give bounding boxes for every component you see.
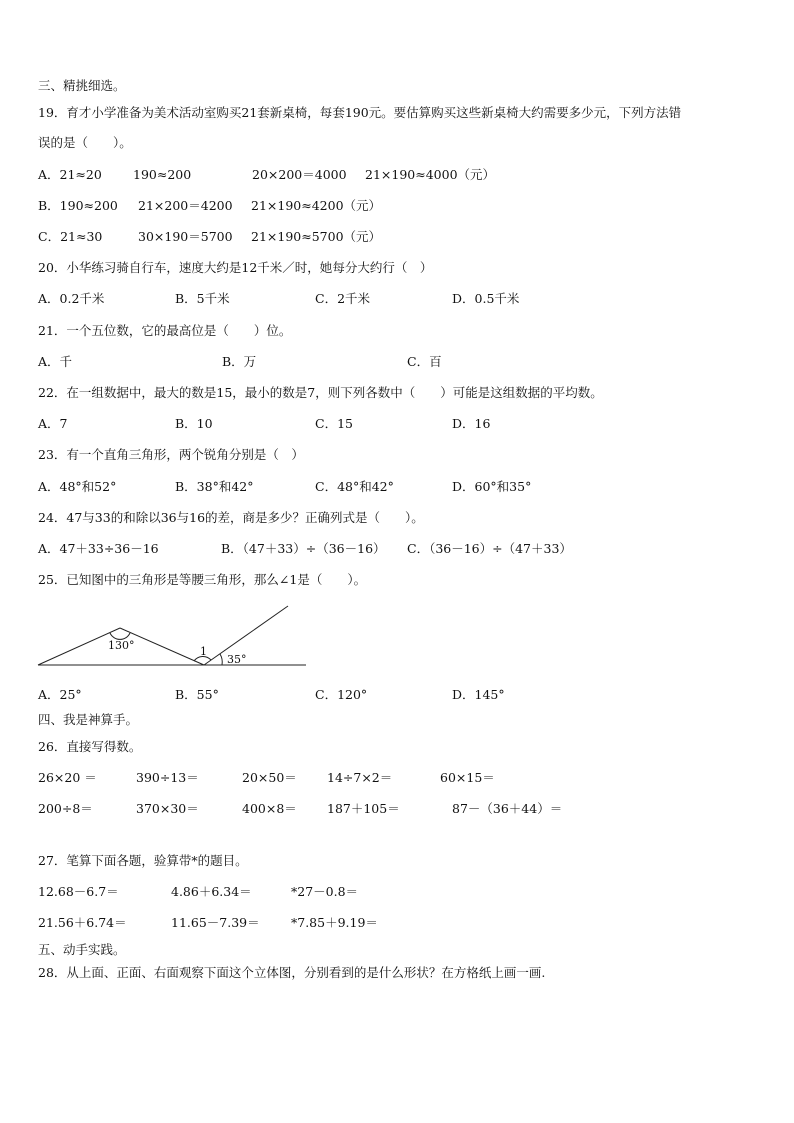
q26-item-2: 390÷13＝ — [136, 770, 199, 785]
q23-option-d: D．60°和35° — [452, 479, 532, 494]
q22-option-a: A．7 — [38, 416, 68, 431]
q21-options — [38, 354, 738, 370]
q19-b-step3: 21×190≈4200（元） — [251, 198, 382, 213]
q24-options — [38, 541, 738, 557]
q26-item-7: 370×30＝ — [136, 801, 199, 816]
q26-row2 — [38, 801, 738, 817]
q23-option-a: A．48°和52° — [38, 479, 117, 494]
q22-option-d: D．16 — [452, 416, 491, 431]
q27-item-6: *7.85＋9.19＝ — [291, 915, 378, 930]
q27-stem: 27．笔算下面各题，验算带*的题目。 — [38, 853, 248, 868]
section-title-4: 四、我是神算手。 — [38, 712, 139, 727]
angle-1-label: 1 — [200, 645, 207, 658]
q27-item-2: 4.86＋6.34＝ — [171, 884, 252, 899]
section-title-3: 三、精挑细选。 — [38, 78, 126, 93]
q19-a-step2: 190≈200 — [133, 167, 192, 182]
q23-option-b: B．38°和42° — [175, 479, 254, 494]
q20-option-a: A．0.2千米 — [38, 291, 105, 306]
q26-item-10: 87－（36＋44）＝ — [452, 801, 563, 816]
q25-option-c: C．120° — [315, 687, 368, 702]
apex-angle-label: 130° — [108, 639, 135, 652]
q27-item-5: 11.65－7.39＝ — [171, 915, 260, 930]
section-title-5: 五、动手实践。 — [38, 942, 126, 957]
q24-option-b: B．（47＋33）÷（36－16） — [221, 541, 386, 556]
outer-angle-label: 35° — [227, 653, 247, 666]
q27-item-4: 21.56＋6.74＝ — [38, 915, 127, 930]
q26-item-9: 187＋105＝ — [327, 801, 400, 816]
q27-item-3: *27－0.8＝ — [291, 884, 359, 899]
q26-row1 — [38, 770, 738, 786]
q23-options — [38, 479, 738, 495]
q26-item-4: 14÷7×2＝ — [327, 770, 393, 785]
q25-stem: 25．已知图中的三角形是等腰三角形，那么∠1是（ ）。 — [38, 572, 367, 587]
q22-stem: 22．在一组数据中，最大的数是15，最小的数是7，则下列各数中（ ）可能是这组数据的平均数。 — [38, 385, 603, 400]
q19-c-step2: 30×190＝5700 — [138, 229, 233, 244]
q21-option-c: C．百 — [407, 354, 442, 369]
q26-item-1: 26×20 ＝ — [38, 770, 97, 785]
q26-item-8: 400×8＝ — [242, 801, 297, 816]
q20-option-b: B．5千米 — [175, 291, 230, 306]
q20-option-c: C．2千米 — [315, 291, 371, 306]
q25-option-b: B．55° — [175, 687, 219, 702]
q27-row1 — [38, 884, 738, 900]
q27-item-1: 12.68－6.7＝ — [38, 884, 119, 899]
q19-a-step4: 21×190≈4000（元） — [365, 167, 496, 182]
q28-stem: 28．从上面、正面、右面观察下面这个立体图，分别看到的是什么形状？在方格纸上画一画. — [38, 965, 546, 980]
q24-option-a: A．47＋33÷36－16 — [38, 541, 159, 556]
q20-option-d: D．0.5千米 — [452, 291, 520, 306]
q22-options — [38, 416, 738, 432]
q20-options — [38, 291, 738, 307]
q19-option-b — [38, 198, 738, 214]
q21-stem: 21．一个五位数，它的最高位是（ ）位。 — [38, 323, 292, 338]
q19-stem-line2: 误的是（ ）。 — [38, 135, 132, 150]
q26-item-5: 60×15＝ — [440, 770, 495, 785]
q25-triangle-figure — [36, 598, 336, 676]
q21-option-b: B．万 — [222, 354, 257, 369]
q20-stem: 20．小华练习骑自行车，速度大约是12千米／时，她每分大约行（ ） — [38, 260, 433, 275]
q19-b-step1: B．190≈200 — [38, 198, 118, 213]
q19-b-step2: 21×200＝4200 — [138, 198, 233, 213]
q24-option-c: C．（36－16）÷（47＋33） — [407, 541, 572, 556]
q22-option-b: B．10 — [175, 416, 213, 431]
outer-angle-arc — [220, 654, 222, 665]
q19-stem-line1: 19．育才小学准备为美术活动室购买21套新桌椅，每套190元。要估算购买这些新桌椅大约需要多少元，下列方法错 — [38, 105, 682, 120]
q23-stem: 23．有一个直角三角形，两个锐角分别是（ ） — [38, 447, 304, 462]
q19-a-step3: 20×200＝4000 — [252, 167, 347, 182]
q19-c-step1: C．21≈30 — [38, 229, 103, 244]
q25-option-a: A．25° — [38, 687, 82, 702]
q19-option-c — [38, 229, 738, 245]
q25-option-d: D．145° — [452, 687, 505, 702]
q27-row2 — [38, 915, 738, 931]
q24-stem: 24．47与33的和除以36与16的差，商是多少？正确列式是（ ）。 — [38, 510, 424, 525]
q19-a-step1: A．21≈20 — [38, 167, 102, 182]
q26-item-6: 200÷8＝ — [38, 801, 93, 816]
q21-option-a: A．千 — [38, 354, 73, 369]
q23-option-c: C．48°和42° — [315, 479, 394, 494]
q26-item-3: 20×50＝ — [242, 770, 297, 785]
q22-option-c: C．15 — [315, 416, 353, 431]
q19-option-a — [38, 167, 738, 183]
q25-options — [38, 687, 738, 703]
q26-stem: 26．直接写得数。 — [38, 739, 142, 754]
q19-c-step3: 21×190≈5700（元） — [251, 229, 382, 244]
